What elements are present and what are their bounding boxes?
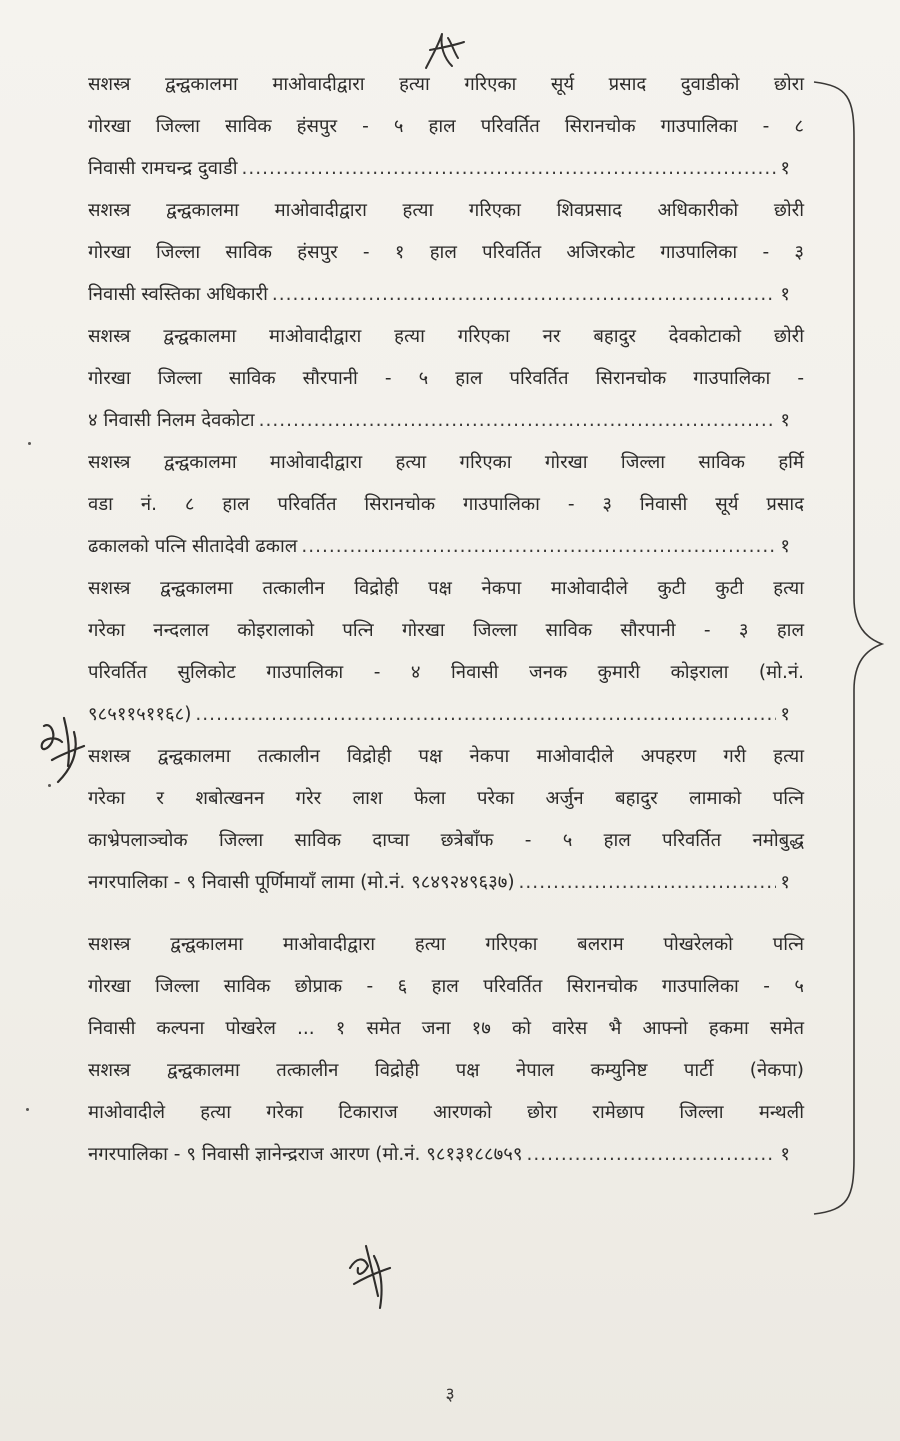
entry-last-line	[88, 862, 804, 904]
entry-5	[88, 568, 804, 736]
entry-last-text: नगरपालिका - ९ निवासी ज्ञानेन्द्रराज आरण (मो.नं. ९८१३१८८७५९	[88, 1144, 523, 1165]
entry-line: सशस्त्र द्वन्द्वकालमा माओवादीद्वारा हत्या गरिएका शिवप्रसाद अधिकारीको छोरी	[88, 200, 804, 221]
entry-line: गरेका नन्दलाल कोइरालाको पत्नि गोरखा जिल्ला साविक सौरपानी - ३ हाल	[88, 620, 804, 641]
entry-line: सशस्त्र द्वन्द्वकालमा माओवादीद्वारा हत्या गरिएका नर बहादुर देवकोटाको छोरी	[88, 326, 804, 347]
bottom-signature	[344, 1238, 396, 1314]
entry-count: १	[780, 536, 790, 557]
entry-line: गोरखा जिल्ला साविक छोप्राक - ६ हाल परिवर्तित सिरानचोक गाउपालिका - ५	[88, 976, 804, 997]
entry-line: परिवर्तित सुलिकोट गाउपालिका - ४ निवासी जनक कुमारी कोइराला (मो.नं.	[88, 662, 804, 683]
dot-leader	[195, 694, 776, 736]
entry-line: काभ्रेपलाञ्चोक जिल्ला साविक दाप्चा छत्रेबाँफ - ५ हाल परिवर्तित नमोबुद्ध	[88, 830, 804, 851]
entry-3	[88, 316, 804, 442]
paragraph-gap	[88, 904, 804, 924]
entry-last-text: नगरपालिका - ९ निवासी पूर्णिमायाँ लामा (मो.नं. ९८४९२४९६३७)	[88, 872, 515, 893]
entry-line: वडा नं. ८ हाल परिवर्तित सिरानचोक गाउपालिका - ३ निवासी सूर्य प्रसाद	[88, 494, 804, 515]
entry-line: सशस्त्र द्वन्द्वकालमा तत्कालीन विद्रोही पक्ष नेकपा माओवादीले कुटी कुटी हत्या	[88, 578, 804, 599]
entry-last-text: निवासी रामचन्द्र दुवाडी	[88, 158, 238, 179]
entry-last-text: ९८५११५११६८)	[88, 704, 192, 725]
entry-count: १	[780, 410, 790, 431]
entry-last-text: ढकालको पत्नि सीतादेवी ढकाल	[88, 536, 298, 557]
entry-last-line	[88, 148, 804, 190]
entry-count: १	[780, 158, 790, 179]
entry-count: १	[780, 1144, 790, 1165]
entry-line: गोरखा जिल्ला साविक हंसपुर - ५ हाल परिवर्तित सिरानचोक गाउपालिका - ८	[88, 116, 804, 137]
entry-last-text: निवासी स्वस्तिका अधिकारी	[88, 284, 268, 305]
stray-mark	[48, 784, 51, 787]
entry-7	[88, 924, 804, 1176]
right-brace	[808, 78, 888, 1218]
entry-last-line	[88, 274, 804, 316]
entry-last-line	[88, 694, 804, 736]
entry-last-line	[88, 526, 804, 568]
entry-line: निवासी कल्पना पोखरेल ... १ समेत जना १७ को वारेस भै आफ्नो हकमा समेत	[88, 1018, 804, 1039]
entry-1	[88, 64, 804, 190]
left-signature	[34, 712, 90, 788]
entry-line: गोरखा जिल्ला साविक हंसपुर - १ हाल परिवर्तित अजिरकोट गाउपालिका - ३	[88, 242, 804, 263]
dot-leader	[519, 862, 777, 904]
dot-leader	[272, 274, 777, 316]
entry-2	[88, 190, 804, 316]
entry-line: सशस्त्र द्वन्द्वकालमा माओवादीद्वारा हत्या गरिएका सूर्य प्रसाद दुवाडीको छोरा	[88, 74, 804, 95]
entry-line: सशस्त्र द्वन्द्वकालमा तत्कालीन विद्रोही पक्ष नेपाल कम्युनिष्ट पार्टी (नेकपा)	[88, 1060, 804, 1081]
page-number: ३	[445, 1384, 455, 1405]
entry-list	[88, 64, 804, 1176]
entry-count: १	[780, 284, 790, 305]
entry-line: सशस्त्र द्वन्द्वकालमा माओवादीद्वारा हत्या गरिएका गोरखा जिल्ला साविक हर्मि	[88, 452, 804, 473]
entry-line: गोरखा जिल्ला साविक सौरपानी - ५ हाल परिवर्तित सिरानचोक गाउपालिका -	[88, 368, 804, 389]
dot-leader	[526, 1134, 776, 1176]
entry-line: माओवादीले हत्या गरेका टिकाराज आरणको छोरा रामेछाप जिल्ला मन्थली	[88, 1102, 804, 1123]
entry-6	[88, 736, 804, 904]
entry-count: १	[780, 872, 790, 893]
stray-mark	[28, 442, 31, 445]
dot-leader	[301, 526, 776, 568]
entry-count: १	[780, 704, 790, 725]
stray-mark	[26, 1108, 29, 1111]
dot-leader	[259, 400, 777, 442]
entry-4	[88, 442, 804, 568]
entry-line: सशस्त्र द्वन्द्वकालमा तत्कालीन विद्रोही पक्ष नेकपा माओवादीले अपहरण गरी हत्या	[88, 746, 804, 767]
entry-last-line	[88, 400, 804, 442]
entry-last-text: ४ निवासी निलम देवकोटा	[88, 410, 255, 431]
dot-leader	[242, 148, 777, 190]
entry-last-line	[88, 1134, 804, 1176]
entry-line: गरेका र शबोत्खनन गरेर लाश फेला परेका अर्जुन बहादुर लामाको पत्नि	[88, 788, 804, 809]
entry-line: सशस्त्र द्वन्द्वकालमा माओवादीद्वारा हत्या गरिएका बलराम पोखरेलको पत्नि	[88, 934, 804, 955]
